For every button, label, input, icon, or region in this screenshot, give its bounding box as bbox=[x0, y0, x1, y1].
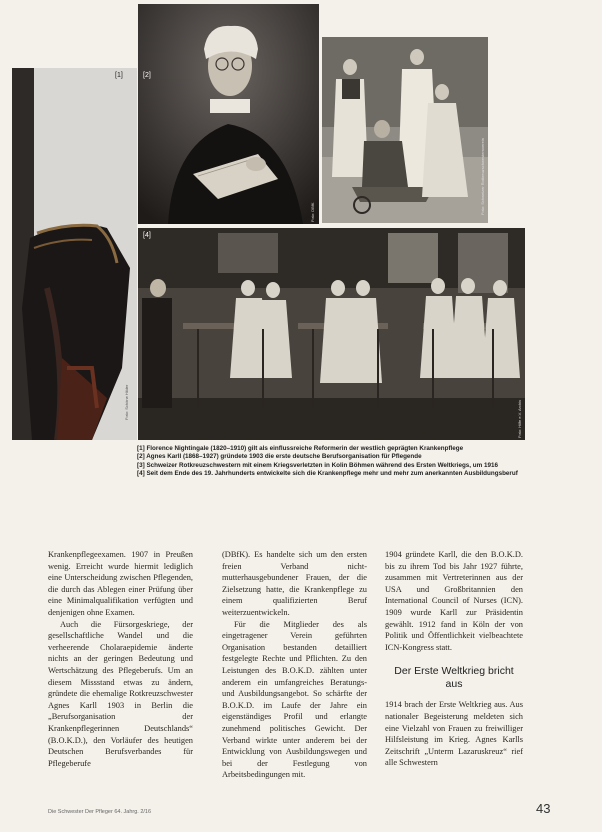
paragraph: Krankenpflegeexamen. 1907 in Preußen wenig. Erreicht wurde hiermit lediglich eine Unterscheidung zwischen Pflegenden, die durch das Ablegen einer Prüfung über eine Minimalqualifikation verfügten und denjenigen ohne Examen. bbox=[48, 550, 193, 617]
figure-1-illustration bbox=[12, 68, 137, 440]
text-column-2 bbox=[222, 549, 367, 781]
paragraph: 1904 gründete Karll, die den B.O.K.D. bis zu ihrem Tod bis Jahr 1927 führte, zusammen mit Vertreterinnen aus der USA und Großbritannien den International Council of Nurses (ICN). 1909 wurde Karll zur Präsidentin gewählt. 1912 fand in Köln der von Politik und Öffentlichkeit vielbeachtete ICN-Kongress statt. bbox=[385, 550, 523, 652]
page-footer: Die Schwester Der Pfleger 64. Jahrg. 2/16 bbox=[48, 809, 152, 815]
caption-2: [2] Agnes Karll (1868–1927) gründete 1903 die erste deutsche Berufsorganisation für Pflegende bbox=[137, 453, 422, 461]
figure-captions bbox=[137, 445, 537, 478]
figure-3-photo bbox=[322, 37, 488, 223]
caption-1: [1] Florence Nightingale (1820–1910) gilt als einflussreiche Reformerin der westlich geprägten Krankenpflege bbox=[137, 445, 464, 452]
section-heading: Der Erste Weltkrieg bricht aus bbox=[394, 665, 514, 691]
figure-4-photo bbox=[138, 228, 525, 440]
paragraph: 1914 brach der Erste Weltkrieg aus. Aus nationaler Begeisterung meldeten sich eine Vielzahl von Frauen zu freiwilliger Hilfsleistung im Krieg. Agnes Karlls Zeitschrift „Unterm Lazaruskreuz“ rief alle Schwestern bbox=[385, 700, 523, 768]
figure-2-illustration bbox=[138, 4, 319, 224]
figure-2-photo bbox=[138, 4, 319, 224]
page-number: 43 bbox=[536, 801, 551, 816]
caption-3: [3] Schweizer Rotkreuzschwestern mit einem Kriegsverletzten in Kolin Böhmen während des Ersten Weltkriegs, um 1916 bbox=[137, 461, 499, 469]
figure-1-credit: Foto: Schöne Hilder bbox=[124, 384, 129, 420]
figure-2-credit: Foto: DBfK bbox=[310, 202, 315, 222]
figure-2-number: [2] bbox=[143, 72, 151, 79]
figure-1-photo bbox=[12, 68, 137, 440]
figure-3-illustration bbox=[322, 37, 488, 223]
text-column-1 bbox=[48, 549, 193, 769]
figure-4-number: [4] bbox=[143, 232, 151, 239]
caption-4: [4] Seit dem Ende des 19. Jahrhunderts entwickelte sich die Krankenpflege mehr und mehr zum anerkannten Ausbildungsberuf bbox=[137, 469, 518, 477]
paragraph: Auch die Fürsorgeskriege, der gesellschaftliche Wandel und die verheerende Cholaraepidemie änderte nichts an der geringen Bedeutung und Wertschätzung des Pflegeberufs. Um an diesem Missstand etwas zu ändern, gründete die ehemalige Rotkreuzschwester Agnes Karll 1903 in Berlin die „Berufsorganisation der Krankenpflegerinnen Deutschlands“ (B.O.K.D.), den Vorläufer des heutigen Deutschen Berufsverbandes für Pflegeberufe bbox=[48, 619, 193, 768]
figure-1-number: [1] bbox=[115, 72, 123, 79]
paragraph: (DBfK). Es handelte sich um den ersten freien Verband nicht-mutterhausgebundener Frauen, der die Zielsetzung hatte, die Krankenpflege zu einem qualifizierten Beruf weiterzuentwickeln. bbox=[222, 550, 367, 617]
figure-4-credit: Foto: Hilfe e.V. Archiv bbox=[517, 399, 522, 438]
paragraph: Für die Mitglieder des als eingetragener Verein geführten Organisation bestanden detailliert festgelegte Rechte und Pflichten. Zu den Leistungen des B.O.K.D. zählten unter anderem ein umfangreiches Beratungs- und Ausbildungsangebot. So schärfte der B.O.K.D. im Laufe der Jahre ein eigenständiges Profil und erlangte zunehmend politisches Gewicht. Der Verband wirkte unter anderem bei der Entwicklung von Ausbildungswegen und bei der Festlegung von Arbeitsbedingungen mit. bbox=[222, 619, 367, 780]
figure-4-illustration bbox=[138, 228, 525, 440]
text-column-3 bbox=[385, 549, 523, 769]
figure-3-credit: Foto: Schweizer Rotkreuzschwesternverein bbox=[480, 138, 485, 215]
